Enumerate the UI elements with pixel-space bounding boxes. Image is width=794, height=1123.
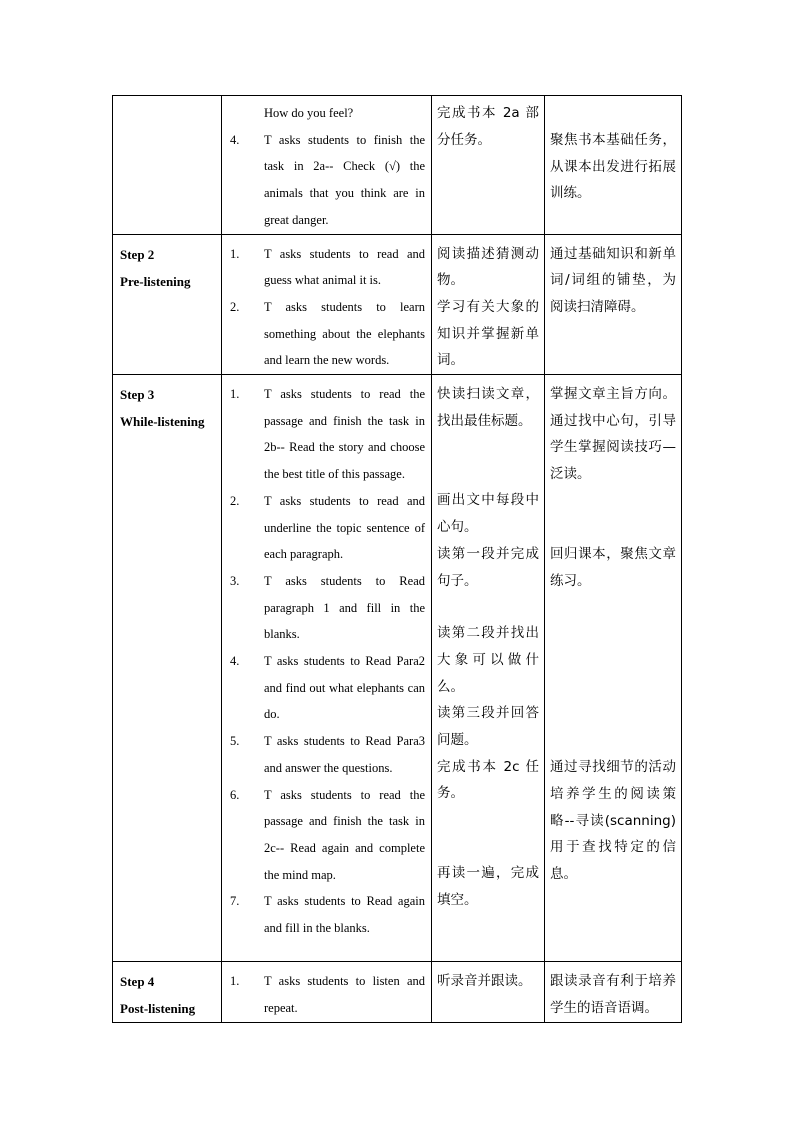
step-name: Post-listening xyxy=(120,1001,196,1017)
activity-number: 1. xyxy=(230,974,240,989)
purpose-cell xyxy=(545,962,682,1023)
task-cell xyxy=(432,96,545,235)
task-text: 完成书本 2a 部分任务。 xyxy=(437,105,539,148)
task-text: 听录音并跟读。 xyxy=(437,973,532,990)
step-name: While-listening xyxy=(120,414,205,430)
task-text: 再读一遍，完成填空。 xyxy=(437,865,539,908)
activity-text: T asks students to learn something about the elephants and learn the new words. xyxy=(264,299,425,368)
step-label: Step 4 xyxy=(120,974,155,990)
activity-text: T asks students to Read Para3 and answer the questions. xyxy=(264,734,425,775)
activity-item xyxy=(228,648,425,728)
activity-text: T asks students to read the passage and finish the task in 2b-- Read the story and choose the best title of this passage. xyxy=(264,387,425,482)
step-cell xyxy=(113,96,222,235)
activity-number: 2. xyxy=(230,493,240,508)
activity-number: 6. xyxy=(230,787,240,802)
step-label: Step 3 xyxy=(120,387,155,403)
step-name: Pre-listening xyxy=(120,273,191,289)
purpose-text: 掌握文章主旨方向。通过找中心句，引导学生掌握阅读技巧—泛读。 xyxy=(550,386,676,483)
table-row xyxy=(113,375,682,962)
task-text: 完成书本 2c 任务。 xyxy=(437,758,539,802)
activity-item xyxy=(228,488,425,568)
activity-text: T asks students to listen and repeat. xyxy=(264,974,425,1015)
activity-number: 1. xyxy=(230,246,240,261)
purpose-text: 通过基础知识和新单词/词组的铺垫，为阅读扫清障碍。 xyxy=(550,245,676,315)
purpose-text: 通过寻找细节的活动培养学生的阅读策略--寻读(scanning)用于查找特定的信息。 xyxy=(550,759,676,883)
activities-cell xyxy=(222,375,432,962)
purpose-cell xyxy=(545,375,682,962)
activity-text: T asks students to Read again and fill in the blanks. xyxy=(264,894,425,936)
activity-item xyxy=(228,728,425,781)
activity-number: 3. xyxy=(230,573,240,588)
activity-text: T asks students to finish the task in 2a-- Check (√) the animals that you think are in great danger. xyxy=(264,132,425,227)
purpose-cell xyxy=(545,234,682,375)
task-text: 画出文中每段中心句。 xyxy=(437,492,539,536)
purpose-text: 聚焦书本基础任务，从课本出发进行拓展训练。 xyxy=(550,132,676,202)
activity-number: 4. xyxy=(230,132,240,147)
task-text: 读第三段并回答问题。 xyxy=(437,705,539,749)
activity-text: T asks students to Read paragraph 1 and fill in the blanks. xyxy=(264,573,425,642)
activity-number: 2. xyxy=(230,299,240,314)
activity-item xyxy=(228,888,425,941)
activity-item xyxy=(228,127,425,234)
activity-number: 7. xyxy=(230,894,240,909)
activity-item xyxy=(228,241,425,294)
activity-item xyxy=(228,294,425,374)
activity-number: 1. xyxy=(230,387,240,402)
purpose-cell xyxy=(545,96,682,235)
purpose-text: 回归课本，聚焦文章练习。 xyxy=(550,545,676,589)
activities-cell xyxy=(222,96,432,235)
task-text: 阅读描述猜测动物。 xyxy=(437,245,539,289)
activity-item xyxy=(228,782,425,889)
step-label: Step 2 xyxy=(120,246,155,262)
task-text: 快读扫读文章，找出最佳标题。 xyxy=(437,386,539,429)
activity-item xyxy=(228,968,425,1021)
activities-cell xyxy=(222,962,432,1023)
activities-cell xyxy=(222,234,432,375)
activity-text: T asks students to read the passage and finish the task in 2c-- Read again and complete the mind map. xyxy=(264,787,425,882)
task-cell xyxy=(432,375,545,962)
table-row xyxy=(113,96,682,235)
activity-number: 5. xyxy=(230,734,240,749)
task-text: 读第二段并找出大象可以做什么。 xyxy=(437,625,539,695)
activity-item xyxy=(228,568,425,648)
activity-number: 4. xyxy=(230,654,240,669)
task-cell xyxy=(432,234,545,375)
activity-text: T asks students to read and guess what animal it is. xyxy=(264,246,425,288)
table-row xyxy=(113,234,682,375)
activity-text: T asks students to read and underline the topic sentence of each paragraph. xyxy=(264,493,425,562)
purpose-text: 跟读录音有利于培养学生的语音语调。 xyxy=(550,973,676,1016)
activity-item xyxy=(228,381,425,488)
task-cell xyxy=(432,962,545,1023)
lesson-plan-table xyxy=(112,95,682,1023)
step-cell xyxy=(113,234,222,375)
activity-text: T asks students to Read Para2 and find out what elephants can do. xyxy=(264,654,425,722)
activity-text: How do you feel? xyxy=(264,106,354,120)
task-text: 读第一段并完成句子。 xyxy=(437,545,539,589)
step-cell xyxy=(113,375,222,962)
step-cell xyxy=(113,962,222,1023)
table-row xyxy=(113,962,682,1023)
task-text: 学习有关大象的知识并掌握新单词。 xyxy=(437,298,539,369)
